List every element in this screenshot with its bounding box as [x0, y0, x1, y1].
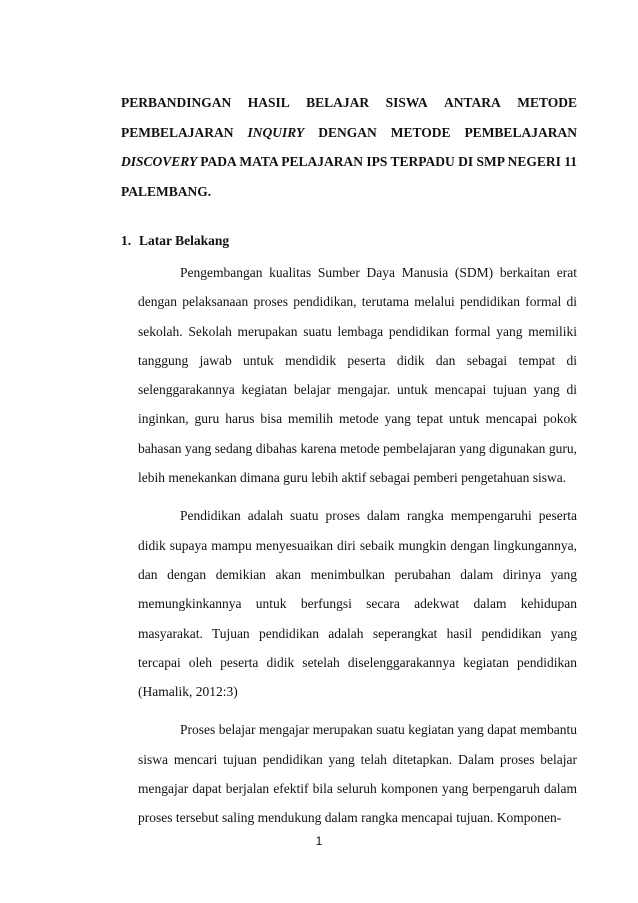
title-word: PALEMBANG. — [121, 183, 212, 199]
title-line-3 — [121, 147, 577, 177]
title-word: DENGAN — [318, 124, 377, 140]
section-number: 1. — [121, 233, 132, 248]
title-word: ANTARA — [444, 95, 501, 110]
title-word-italic: INQUIRY — [247, 124, 305, 140]
page-number: 1 — [315, 834, 323, 848]
title-word: HASIL — [247, 95, 290, 110]
title-phrase: PADA MATA PELAJARAN IPS TERPADU DI SMP NEGERI 11 — [200, 154, 577, 169]
title-line-2 — [121, 118, 577, 148]
body-text — [138, 258, 577, 842]
title-word: PEMBELAJARAN — [464, 124, 577, 140]
paragraph: Proses belajar mengajar merupakan suatu kegiatan yang dapat membantu siswa mencari tujuan pendidikan yang telah ditetapkan. Dalam proses belajar mengajar dapat berjalan efektif bila seluruh komponen yang berpengaruh dalam proses tersebut saling mendukung dalam rangka mencapai tujuan. Komponen- — [138, 722, 577, 826]
title-line-4 — [121, 177, 577, 207]
paragraph: Pengembangan kualitas Sumber Daya Manusia (SDM) berkaitan erat dengan pelaksanaan proses pendidikan, terutama melalui pendidikan formal di sekolah. Sekolah merupakan suatu lembaga pendidikan formal yang memiliki tanggung jawab untuk mendidik peserta didik dan sebagai tempat di selenggarakannya kegiatan belajar mengajar. untuk mencapai tujuan yang di inginkan, guru harus bisa memilih metode yang tepat untuk mencapai pokok bahasan yang sedang dibahas karena metode pembelajaran yang digunakan guru, lebih menekankan dimana guru lebih aktif sebagai pemberi pengetahuan siswa. — [138, 265, 577, 486]
paragraph: Pendidikan adalah suatu proses dalam rangka mempengaruhi peserta didik supaya mampu menyesuaikan diri sebaik mungkin dengan lingkungannya, dan dengan demikian akan menimbulkan perubahan dalam dirinya yang memungkinkannya untuk berfungsi secara adekwat dalam kehidupan masyarakat. Tujuan pendidikan adalah seperangkat hasil pendidikan yang tercapai oleh peserta didik setelah diselenggarakannya kegiatan pendidikan (Hamalik, 2012:3) — [138, 508, 577, 700]
title-word: SISWA — [385, 95, 428, 110]
title-word-italic: DISCOVERY — [121, 154, 198, 169]
document-title — [121, 88, 577, 206]
title-word: BELAJAR — [306, 95, 370, 110]
section-heading — [121, 231, 229, 251]
title-word: PEMBELAJARAN — [121, 124, 234, 140]
title-word: METODE — [390, 124, 451, 140]
section-title: Latar Belakang — [139, 233, 230, 248]
title-word: METODE — [517, 95, 577, 110]
title-word: PERBANDINGAN — [121, 95, 232, 110]
title-line-1 — [121, 88, 577, 118]
